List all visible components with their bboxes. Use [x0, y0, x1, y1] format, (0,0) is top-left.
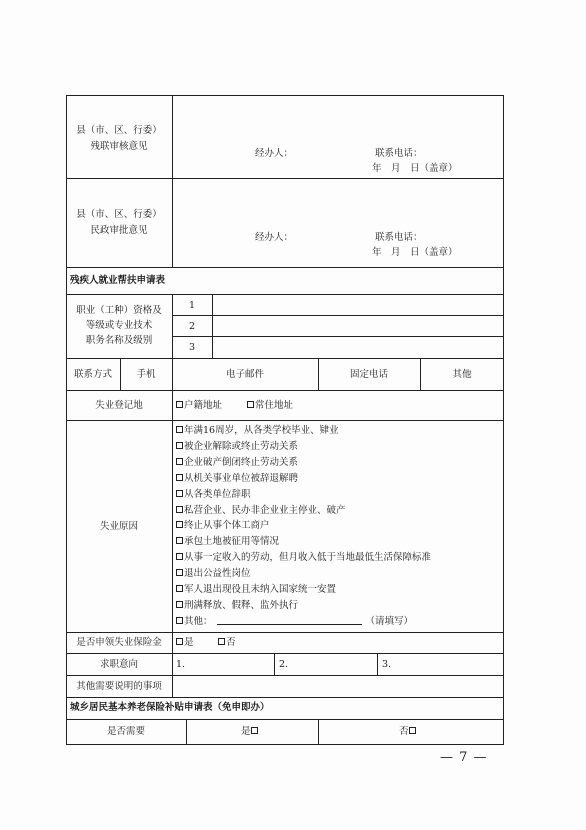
checkbox-icon[interactable]	[247, 401, 254, 408]
date-seal-label: 年 月 日（盖章）	[372, 247, 458, 258]
contact-other-label: 其他	[452, 369, 472, 380]
qualification-number: 2	[188, 321, 196, 332]
reason-option-label: 退出公益性岗位	[184, 568, 251, 580]
handler-label: 经办人：	[255, 232, 294, 243]
qualification-number: 1	[188, 300, 196, 311]
reason-option[interactable]	[176, 503, 346, 518]
insurance-label: 是否申领失业保险金	[76, 637, 162, 648]
phone-label: 联系电话：	[375, 232, 423, 243]
col-divider	[172, 390, 173, 653]
insurance-option-yes[interactable]: 是	[176, 635, 194, 650]
contact-label: 联系方式	[73, 369, 112, 380]
reason-option[interactable]	[176, 439, 298, 454]
checkbox-icon[interactable]	[409, 727, 416, 734]
registration-option-household[interactable]: 户籍地址	[176, 398, 222, 413]
registration-option-residence[interactable]: 常住地址	[247, 398, 293, 413]
col-divider	[318, 719, 319, 745]
section-title-pension: 城乡居民基本养老保险补贴申请表（免申即办）	[70, 702, 270, 713]
checkbox-icon[interactable]	[176, 426, 183, 433]
reason-option-label: 军人退出现役且未纳入国家统一安置	[184, 584, 337, 595]
job-intention-slot-2[interactable]: 2.	[279, 659, 289, 670]
col-divider	[274, 653, 275, 675]
reason-option[interactable]	[176, 534, 279, 549]
qualification-number: 3	[188, 342, 196, 353]
review-label-line1: 县（市、区、行委）	[76, 209, 162, 220]
checkbox-icon[interactable]	[176, 521, 183, 528]
review-label-line2: 残联审核意见	[90, 141, 148, 152]
qualification-input-3[interactable]	[213, 337, 503, 358]
checkbox-icon[interactable]	[251, 727, 258, 734]
reason-option[interactable]	[176, 598, 298, 613]
qualification-input-2[interactable]	[213, 316, 503, 336]
date-seal-label: 年 月 日（盖章）	[372, 163, 458, 174]
col-divider	[186, 719, 187, 745]
contact-email-label: 电子邮件	[225, 369, 264, 380]
row-divider	[66, 697, 504, 698]
checkbox-icon[interactable]	[176, 617, 183, 624]
job-intention-label: 求职意向	[99, 659, 138, 670]
reason-option-label: 终止从事个体工商户	[184, 520, 270, 532]
checkbox-icon[interactable]	[176, 401, 183, 408]
row-divider	[66, 267, 504, 268]
qualification-label-line1: 职业（工种）资格及	[76, 305, 162, 316]
pension-need-label: 是否需要	[106, 726, 145, 737]
review-label-line1: 县（市、区、行委）	[76, 125, 162, 136]
handler-label: 经办人：	[255, 148, 294, 159]
insurance-option-no[interactable]: 否	[218, 635, 236, 650]
reason-option[interactable]	[176, 518, 270, 533]
reason-option-label: 企业破产倒闭终止劳动关系	[184, 456, 299, 468]
row-divider	[66, 178, 504, 179]
reason-option-label: 被企业解除或终止劳动关系	[184, 440, 299, 452]
col-divider	[377, 653, 378, 675]
pension-option-no[interactable]: 否	[399, 724, 417, 739]
checkbox-icon[interactable]	[176, 569, 183, 576]
row-divider	[66, 358, 504, 359]
checkbox-icon[interactable]	[176, 601, 183, 608]
reason-option[interactable]	[176, 471, 298, 486]
reason-option[interactable]	[176, 582, 336, 597]
other-reason-input[interactable]	[217, 614, 362, 625]
page-number: — 7 —	[440, 750, 488, 765]
contact-landline-label: 固定电话	[349, 369, 388, 380]
pension-option-yes[interactable]: 是	[241, 724, 259, 739]
checkbox-icon[interactable]	[176, 506, 183, 513]
reason-option[interactable]	[176, 487, 251, 502]
row-divider	[66, 719, 504, 720]
checkbox-icon[interactable]	[176, 638, 183, 645]
reason-option-label: 从各类单位辞职	[184, 488, 251, 500]
checkbox-icon[interactable]	[176, 553, 183, 560]
checkbox-icon[interactable]	[176, 537, 183, 544]
qualification-input-1[interactable]	[213, 295, 503, 315]
reason-option-other[interactable]: 其他： （请填写）	[176, 614, 413, 629]
reason-option[interactable]	[176, 550, 431, 565]
reason-option-label: 从事一定收入的劳动，但月收入低于当地最低生活保障标准	[184, 552, 432, 564]
checkbox-icon[interactable]	[176, 458, 183, 465]
contact-mobile-label: 手机	[136, 369, 156, 380]
checkbox-icon[interactable]	[176, 585, 183, 592]
section-title-employment: 残疾人就业帮扶申请表	[70, 275, 166, 286]
qualification-label-line3: 职务名称及级别	[85, 335, 153, 346]
reason-option-label: 私营企业、民办非企业业主停业、破产	[184, 504, 346, 516]
review-label-line2: 民政审批意见	[90, 225, 148, 236]
other-matters-input[interactable]	[173, 676, 503, 696]
reason-option-label: 年满16周岁，从各类学校毕业、肄业	[184, 425, 339, 436]
row-divider	[66, 632, 504, 633]
row-divider	[66, 653, 504, 654]
job-intention-slot-1[interactable]: 1.	[176, 659, 186, 670]
row-divider	[66, 420, 504, 421]
other-matters-label: 其他需要说明的事项	[76, 681, 162, 692]
row-divider	[66, 390, 504, 391]
reason-option[interactable]	[176, 423, 339, 438]
phone-label: 联系电话：	[375, 148, 423, 159]
checkbox-icon[interactable]	[218, 638, 225, 645]
reason-option[interactable]	[176, 455, 298, 470]
qualification-label-line2: 等级或专业技术	[85, 320, 153, 331]
col-divider	[172, 95, 173, 267]
reason-option-label: 从机关事业单位被辞退解聘	[184, 472, 299, 484]
checkbox-icon[interactable]	[176, 474, 183, 481]
checkbox-icon[interactable]	[176, 490, 183, 497]
unemployment-reason-label: 失业原因	[99, 521, 138, 532]
col-divider	[172, 653, 173, 675]
unemployment-registration-label: 失业登记地	[95, 400, 143, 411]
reason-option-label: 刑满释放、假释、监外执行	[184, 599, 299, 611]
reason-option[interactable]	[176, 566, 251, 581]
reason-option-label: 承包土地被征用等情况	[184, 536, 280, 548]
checkbox-icon[interactable]	[176, 442, 183, 449]
job-intention-slot-3[interactable]: 3.	[382, 659, 392, 670]
